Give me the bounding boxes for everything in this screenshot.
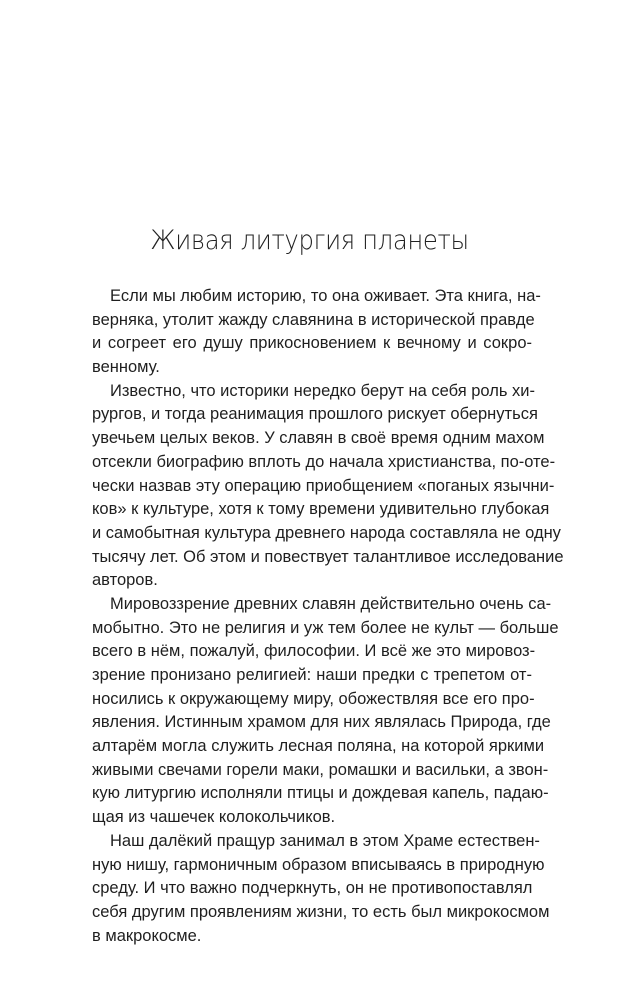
text-line: Если мы любим историю, то она оживает. Эта книга, на-: [110, 287, 541, 305]
text-line: мобытно. Это не религия и уж тем более не культ — больше: [92, 618, 559, 637]
text-line: авторов.: [92, 571, 158, 590]
text-line: среду. И что важно подчеркнуть, он не противопоставлял: [92, 879, 533, 898]
text-line: Мировоззрение древних славян действительно очень са-: [110, 594, 552, 613]
chapter-title: Живая литургия планеты: [150, 225, 469, 256]
text-line: Известно, что историки нередко берут на себя роль хи-: [110, 381, 535, 400]
text-line: Наш далёкий пращур занимал в этом Храме естествен-: [110, 831, 540, 850]
text-line: и самобытная культура древнего народа составляла не одну: [92, 523, 561, 542]
text-line: рургов, и тогда реанимация прошлого рискует обернуться: [92, 405, 538, 424]
text-line: всего в нём, пожалуй, философии. И всё же это мировоз-: [92, 642, 536, 661]
text-line: живыми свечами горели маки, ромашки и васильки, а звон-: [92, 760, 549, 779]
text-line: в макрокосме.: [92, 926, 202, 945]
text-line: и согреет его душу прикосновением к вечному и сокро-: [92, 334, 532, 353]
paragraph: [92, 380, 564, 593]
text-line: алтарём могла служить лесная поляна, на которой яркими: [92, 737, 545, 756]
paragraph: [92, 593, 559, 830]
text-line: ков» к культуре, хотя к тому времени удивительно глубокая: [92, 500, 550, 519]
text-line: венному.: [92, 358, 160, 377]
paragraph: [92, 285, 541, 380]
text-line: явления. Истинным храмом для них являлась Природа, где: [92, 713, 551, 732]
body-text: [92, 285, 564, 948]
text-line: носились к окружающему миру, обожествляя все его про-: [92, 689, 535, 708]
text-line: ную нишу, гармоничным образом вписываясь в природную: [92, 855, 545, 874]
text-line: чески назвав эту операцию приобщением «поганых язычни-: [92, 476, 555, 495]
text-line: верняка, утолит жажду славянина в исторической правде: [92, 310, 535, 329]
paragraph: [92, 830, 550, 948]
text-line: увечьем целых веков. У славян в своё время одним махом: [92, 429, 545, 448]
text-line: кую литургию исполняли птицы и дождевая капель, падаю-: [92, 784, 549, 803]
text-line: себя другим проявлениям жизни, то есть был микрокосмом: [92, 902, 550, 921]
text-line: зрение пронизано религией: наши предки с трепетом от-: [92, 666, 532, 684]
text-line: щая из чашечек колокольчиков.: [92, 808, 336, 827]
text-line: тысячу лет. Об этом и повествует талантливое исследование: [92, 547, 564, 566]
text-line: отсекли биографию вплоть до начала христианства, по-оте-: [92, 452, 556, 471]
